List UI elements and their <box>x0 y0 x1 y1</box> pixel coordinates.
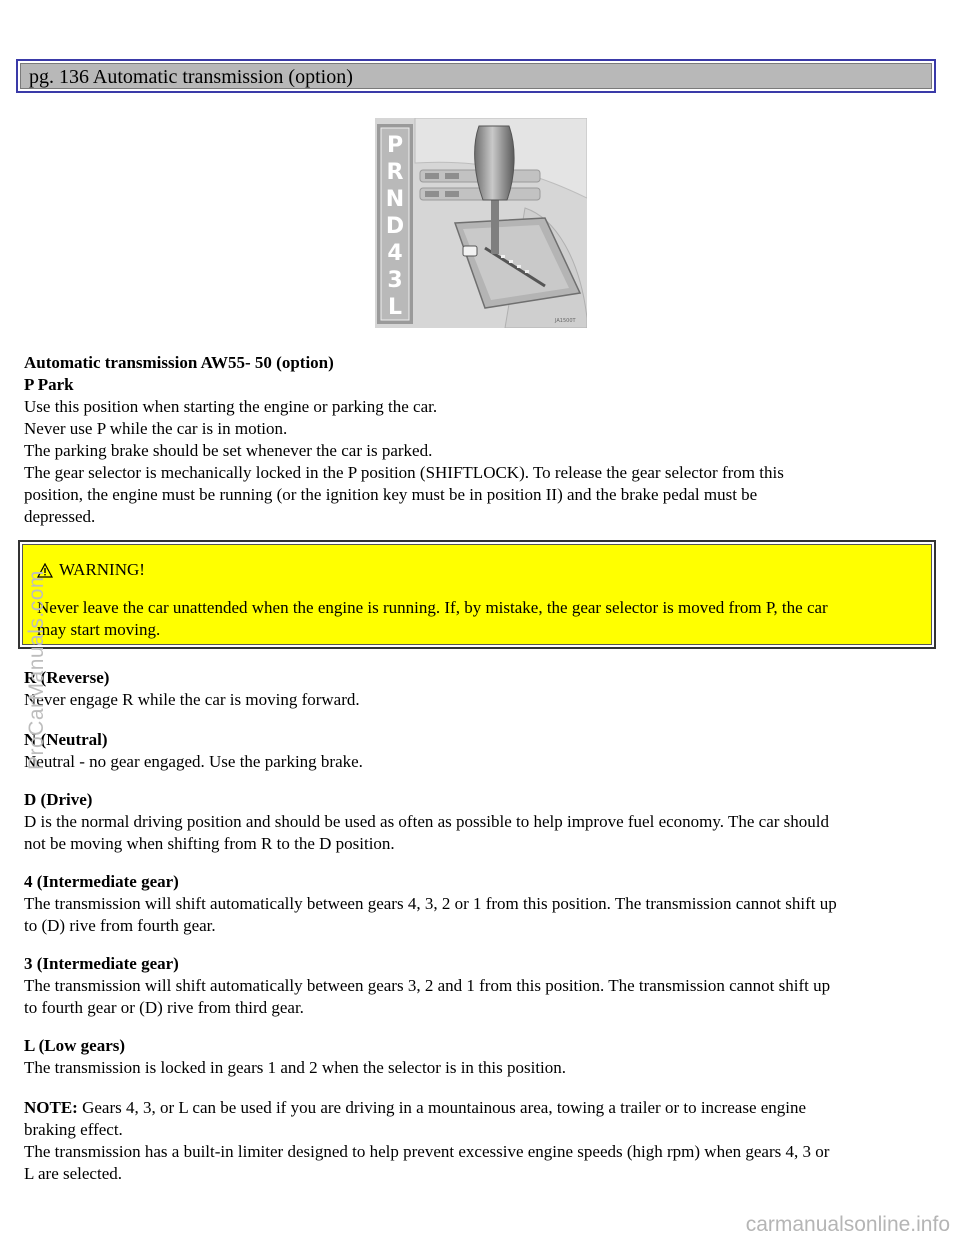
section-text: Neutral - no gear engaged. Use the parking brake. <box>24 752 363 771</box>
section-intermediate-3 <box>24 953 939 1019</box>
gear-label-4: 4 <box>387 241 403 266</box>
section-text: not be moving when shifting from R to the D position. <box>24 834 395 853</box>
intro-section <box>24 352 939 528</box>
gear-label-d: D <box>385 214 405 239</box>
section-text: D is the normal driving position and should be used as often as possible to help improve fuel economy. The car should <box>24 812 829 831</box>
section-text: Never engage R while the car is moving forward. <box>24 690 360 709</box>
note-label: NOTE: <box>24 1098 78 1117</box>
section-drive <box>24 789 939 855</box>
section-text: The transmission is locked in gears 1 and 2 when the selector is in this position. <box>24 1058 567 1077</box>
section-text: The transmission will shift automatically between gears 3, 2 and 1 from this position. The transmission cannot shift up <box>24 976 831 995</box>
gear-label-p: P <box>386 133 404 158</box>
section-heading: 4 (Intermediate gear) <box>24 872 179 891</box>
note-text: Gears 4, 3, or L can be used if you are driving in a mountainous area, towing a trailer or to increase engine <box>77 1098 807 1117</box>
warning-title: WARNING! <box>59 560 145 579</box>
note-text: The transmission has a built-in limiter designed to help prevent excessive engine speeds (high rpm) when gears 4, 3 or <box>24 1142 830 1161</box>
section-intermediate-4 <box>24 871 939 937</box>
watermark-left: ProCarManuals.com <box>25 570 48 770</box>
section-subtitle: P Park <box>24 375 74 394</box>
warning-text: may start moving. <box>37 620 161 639</box>
intro-line: depressed. <box>24 507 96 526</box>
section-text: The transmission will shift automatically between gears 4, 3, 2 or 1 from this position. The transmission cannot shift up <box>24 894 837 913</box>
note-text: L are selected. <box>24 1164 122 1183</box>
warning-text: Never leave the car unattended when the engine is running. If, by mistake, the gear selector is moved from P, the car <box>37 598 828 617</box>
section-heading: R (Reverse) <box>24 668 110 687</box>
section-heading: D (Drive) <box>24 790 93 809</box>
note-text: braking effect. <box>24 1120 123 1139</box>
page-title: pg. 136 Automatic transmission (option) <box>20 63 932 89</box>
note-section <box>24 1097 939 1185</box>
page-header <box>16 59 936 93</box>
section-text: to (D) rive from fourth gear. <box>24 916 216 935</box>
intro-line: Never use P while the car is in motion. <box>24 419 288 438</box>
intro-line: Use this position when starting the engine or parking the car. <box>24 397 438 416</box>
gear-selector-drawing <box>375 118 587 328</box>
figure-code: JA1500T <box>555 318 576 324</box>
section-heading: L (Low gears) <box>24 1036 126 1055</box>
section-heading: 3 (Intermediate gear) <box>24 954 179 973</box>
gear-label-n: N <box>385 187 405 212</box>
section-text: to fourth gear or (D) rive from third gear. <box>24 998 304 1017</box>
section-neutral <box>24 729 939 773</box>
section-title: Automatic transmission AW55- 50 (option) <box>24 353 334 372</box>
intro-line: The gear selector is mechanically locked in the P position (SHIFTLOCK). To release the gear selector from this <box>24 463 784 482</box>
gear-label-l: L <box>387 295 403 320</box>
intro-line: The parking brake should be set whenever the car is parked. <box>24 441 433 460</box>
section-heading: N (Neutral) <box>24 730 108 749</box>
intro-line: position, the engine must be running (or the ignition key must be in position II) and the brake pedal must be <box>24 485 758 504</box>
watermark-bottom: carmanualsonline.info <box>745 1213 950 1236</box>
gear-label-3: 3 <box>387 268 403 293</box>
section-reverse <box>24 667 939 711</box>
section-low <box>24 1035 939 1079</box>
warning-box <box>18 540 936 649</box>
gear-selector-illustration <box>375 118 587 328</box>
gear-label-r: R <box>386 160 404 185</box>
